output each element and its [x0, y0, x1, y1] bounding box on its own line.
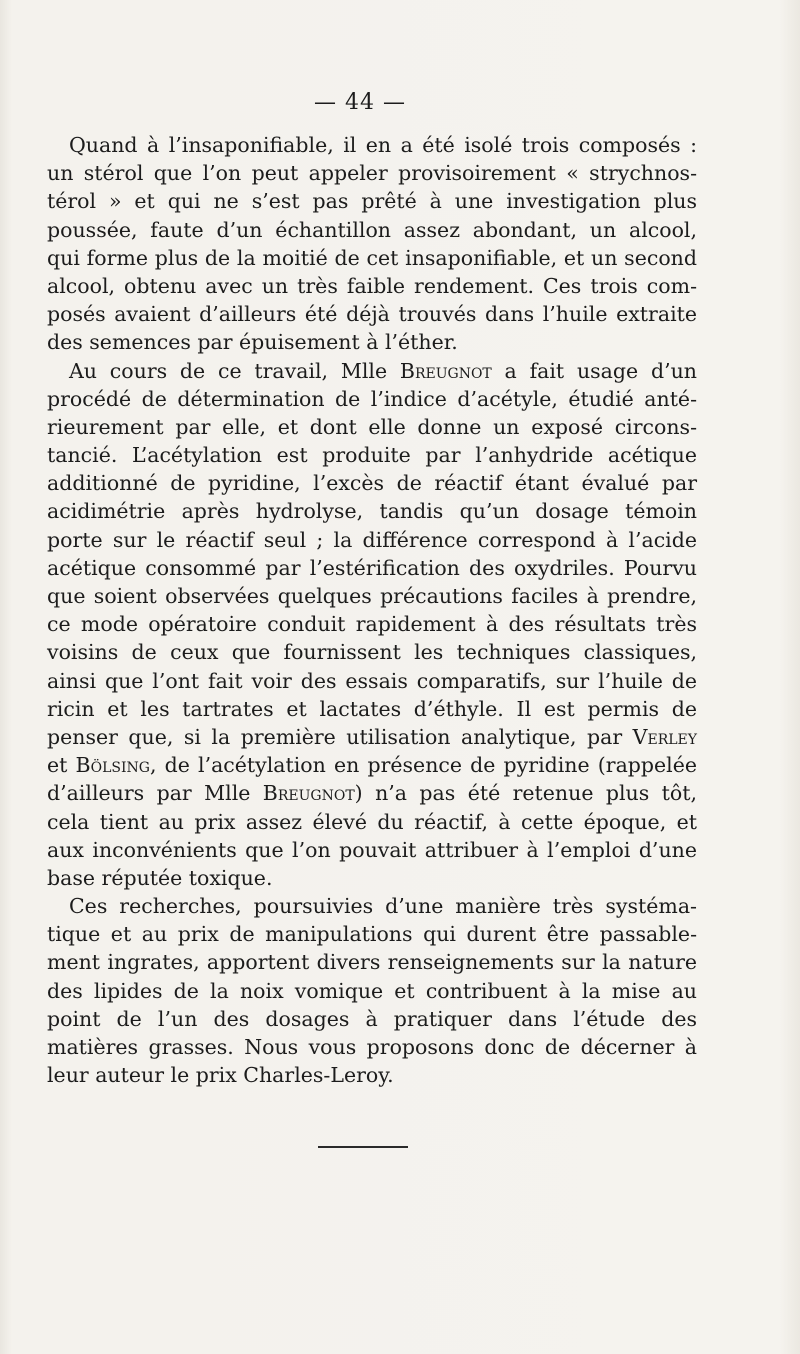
text-line: aux inconvénients que l’on pouvait attribuer à l’emploi d’une	[47, 837, 697, 862]
text-line: cela tient au prix assez élevé du réactif, à cette époque, et	[47, 809, 697, 834]
text-line: posés avaient d’ailleurs été déjà trouvés dans l’huile extraite	[47, 302, 697, 327]
author-name: Breugnot	[399, 358, 492, 383]
text-line: ainsi que l’ont fait voir des essais comparatifs, sur l’huile de	[47, 668, 697, 693]
text-line: alcool, obtenu avec un très faible rendement. Ces trois com-	[47, 273, 697, 298]
closing-rule	[318, 1146, 408, 1148]
text-fragment: Au cours de ce travail, Mlle	[69, 358, 400, 383]
text-line: un stérol que l’on peut appeler provisoirement « strychnos-	[47, 161, 697, 186]
author-name: Verley	[632, 724, 697, 749]
text-fragment: ) n’a pas été retenue plus tôt,	[354, 781, 697, 806]
text-line: térol » et qui ne s’est pas prêté à une investigation plus	[47, 189, 697, 214]
text-line: point de l’un des dosages à pratiquer dans l’étude des	[47, 1006, 697, 1031]
text-line: base réputée toxique.	[47, 865, 273, 890]
text-line: tique et au prix de manipulations qui durent être passable-	[47, 922, 697, 947]
text-line: ce mode opératoire conduit rapidement à des résultats très	[47, 612, 697, 637]
text-line: que soient observées quelques précautions faciles à prendre,	[47, 584, 697, 608]
text-fragment: et	[47, 753, 76, 778]
page-number: — 44 —	[314, 90, 406, 115]
text-line: qui forme plus de la moitié de cet insaponifiable, et un second	[47, 245, 697, 270]
text-fragment: a fait usage d’un	[491, 358, 697, 383]
text-line: des lipides de la noix vomique et contribuent à la mise au	[47, 978, 697, 1003]
text-line: leur auteur le prix Charles-Leroy.	[47, 1063, 394, 1088]
text-line: Quand à l’insaponifiable, il en a été isolé trois composés :	[69, 133, 697, 157]
text-line: rieurement par elle, et dont elle donne un exposé circons-	[47, 414, 697, 439]
text-line: matières grasses. Nous vous proposons donc de décerner à	[47, 1035, 697, 1059]
text-line	[47, 723, 697, 751]
text-line: des semences par épuisement à l’éther.	[47, 330, 458, 355]
text-line: procédé de détermination de l’indice d’acétyle, étudié anté-	[47, 386, 697, 411]
body-text	[47, 131, 697, 1089]
text-fragment: penser que, si la première utilisation analytique, par	[47, 724, 633, 749]
text-line: ment ingrates, apportent divers renseignements sur la nature	[47, 950, 697, 975]
text-fragment: , de l’acétylation en présence de pyridine (rappelée	[149, 753, 697, 778]
text-line	[47, 779, 697, 807]
text-line: Ces recherches, poursuivies d’une manière très systéma-	[69, 894, 697, 919]
paragraph-acetylation	[47, 357, 697, 893]
text-line: tancié. L’acétylation est produite par l’anhydride acétique	[47, 443, 697, 468]
author-name: Bölsing	[75, 753, 150, 778]
text-line: poussée, faute d’un échantillon assez abondant, un alcool,	[47, 217, 697, 242]
text-line: voisins de ceux que fournissent les techniques classiques,	[47, 640, 697, 665]
text-line	[47, 751, 697, 779]
paragraph-conclusion	[47, 892, 697, 1089]
text-fragment: d’ailleurs par Mlle	[47, 781, 263, 806]
text-line: ricin et les tartrates et lactates d’éthyle. Il est permis de	[47, 696, 697, 721]
text-line: additionné de pyridine, l’excès de réactif étant évalué par	[47, 471, 697, 496]
text-line: acétique consommé par l’estérification des oxydriles. Pourvu	[47, 555, 697, 580]
text-line	[47, 357, 697, 385]
paragraph-insaponifiable	[47, 131, 697, 357]
author-name: Breugnot	[262, 781, 355, 806]
text-line: porte sur le réactif seul ; la différence correspond à l’acide	[47, 527, 697, 552]
text-line: acidimétrie après hydrolyse, tandis qu’un dosage témoin	[47, 499, 697, 524]
